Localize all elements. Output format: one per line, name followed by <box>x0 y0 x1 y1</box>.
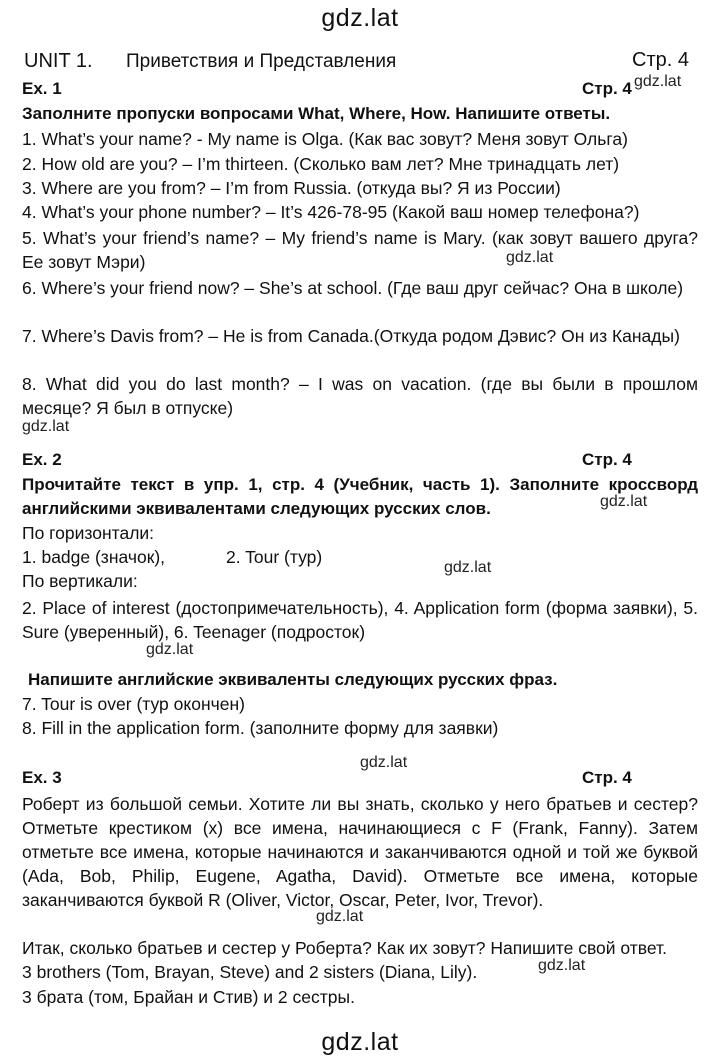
ex2-down-label: По вертикали: <box>22 571 138 591</box>
ex1-item-6: 6. Where’s your friend now? – She’s at school. (Где ваш друг сейчас? Она в школе) <box>22 278 684 298</box>
watermark: gdz.lat <box>360 754 408 771</box>
watermark: gdz.lat <box>22 418 70 435</box>
ex2-across-2: 2. Tour (тур) <box>226 547 323 567</box>
ex1-item-3: 3. Where are you from? – I’m from Russia. (откуда вы? Я из России) <box>22 178 561 198</box>
unit-title: Приветствия и Представления <box>126 51 397 72</box>
watermark: gdz.lat <box>538 957 586 974</box>
ex1-page: Стр. 4 <box>582 79 632 98</box>
ex3-answer-ru: 3 брата (том, Брайан и Стив) и 2 сестры. <box>22 987 355 1007</box>
watermark: gdz.lat <box>444 559 492 576</box>
ex1-item-8: 8. What did you do last month? – I was on vacation. (где вы были в прошлом месяце? Я был в отпуске) <box>22 374 698 418</box>
ex2-label: Ex. 2 <box>22 450 62 469</box>
unit-number: UNIT 1. <box>24 50 93 72</box>
header-page-ref: Стр. 4 <box>632 49 689 71</box>
ex2-page: Стр. 4 <box>582 450 632 469</box>
ex3-text: Роберт из большой семьи. Хотите ли вы знать, сколько у него братьев и сестер? Отметьте крестиком (x) все имена, начинающиеся с F (Frank, Fanny). Затем отметьте все имена, которые начинаются и заканчиваются одной и той же буквой (Ada, Bob, Philip, Eugene, Agatha, David). Отметьте все имена, которые заканчиваются буквой R (Oliver, Victor, Oscar, Peter, Ivor, Trevor). <box>22 794 698 910</box>
watermark: gdz.lat <box>600 493 648 510</box>
watermark: gdz.lat <box>146 641 194 658</box>
ex1-item-7: 7. Where’s Davis from? – He is from Canada.(Откуда родом Дэвис? Он из Канады) <box>22 326 680 346</box>
watermark: gdz.lat <box>634 73 682 90</box>
ex2-phrase-7: 7. Tour is over (тур окончен) <box>22 694 245 714</box>
site-title-bottom: gdz.lat <box>321 1028 399 1056</box>
ex1-item-2: 2. How old are you? – I’m thirteen. (Сколько вам лет? Мне тринадцать лет) <box>22 154 620 174</box>
ex2-across-label: По горизонтали: <box>22 523 155 543</box>
ex2-task: Прочитайте текст в упр. 1, стр. 4 (Учебник, часть 1). Заполните кроссворд английскими эквивалентами следующих русских слов. <box>22 475 698 518</box>
ex3-page: Стр. 4 <box>582 768 632 787</box>
watermark: gdz.lat <box>316 908 364 925</box>
ex3-label: Ex. 3 <box>22 768 62 787</box>
ex2-down-text: 2. Place of interest (достопримечательность), 4. Application form (форма заявки), 5. Sure (уверенный), 6. Teenager (подросток) <box>22 598 698 642</box>
ex1-item-1: 1. What’s your name? - My name is Olga. (Как вас зовут? Меня зовут Ольга) <box>22 129 628 149</box>
site-title-top: gdz.lat <box>321 4 399 32</box>
ex2-task2: Напишите английские эквиваленты следующих русских фраз. <box>28 670 558 689</box>
ex2-across-1: 1. badge (значок), <box>22 547 166 567</box>
ex3-question: Итак, сколько братьев и сестер у Роберта? Как их зовут? Напишите свой ответ. <box>22 938 667 958</box>
ex1-item-5: 5. What’s your friend’s name? – My friend’s name is Mary. (как зовут вашего друга? Ее зовут Мэри) <box>22 228 698 272</box>
ex1-label: Ex. 1 <box>22 79 62 98</box>
watermark: gdz.lat <box>506 249 554 266</box>
ex2-phrase-8: 8. Fill in the application form. (заполните форму для заявки) <box>22 718 499 738</box>
ex1-item-4: 4. What’s your phone number? – It’s 426-78-95 (Какой ваш номер телефона?) <box>22 202 640 222</box>
ex1-task: Заполните пропуски вопросами What, Where, How. Напишите ответы. <box>22 104 611 123</box>
ex3-answer-en: 3 brothers (Tom, Brayan, Steve) and 2 sisters (Diana, Lily). <box>22 962 478 982</box>
